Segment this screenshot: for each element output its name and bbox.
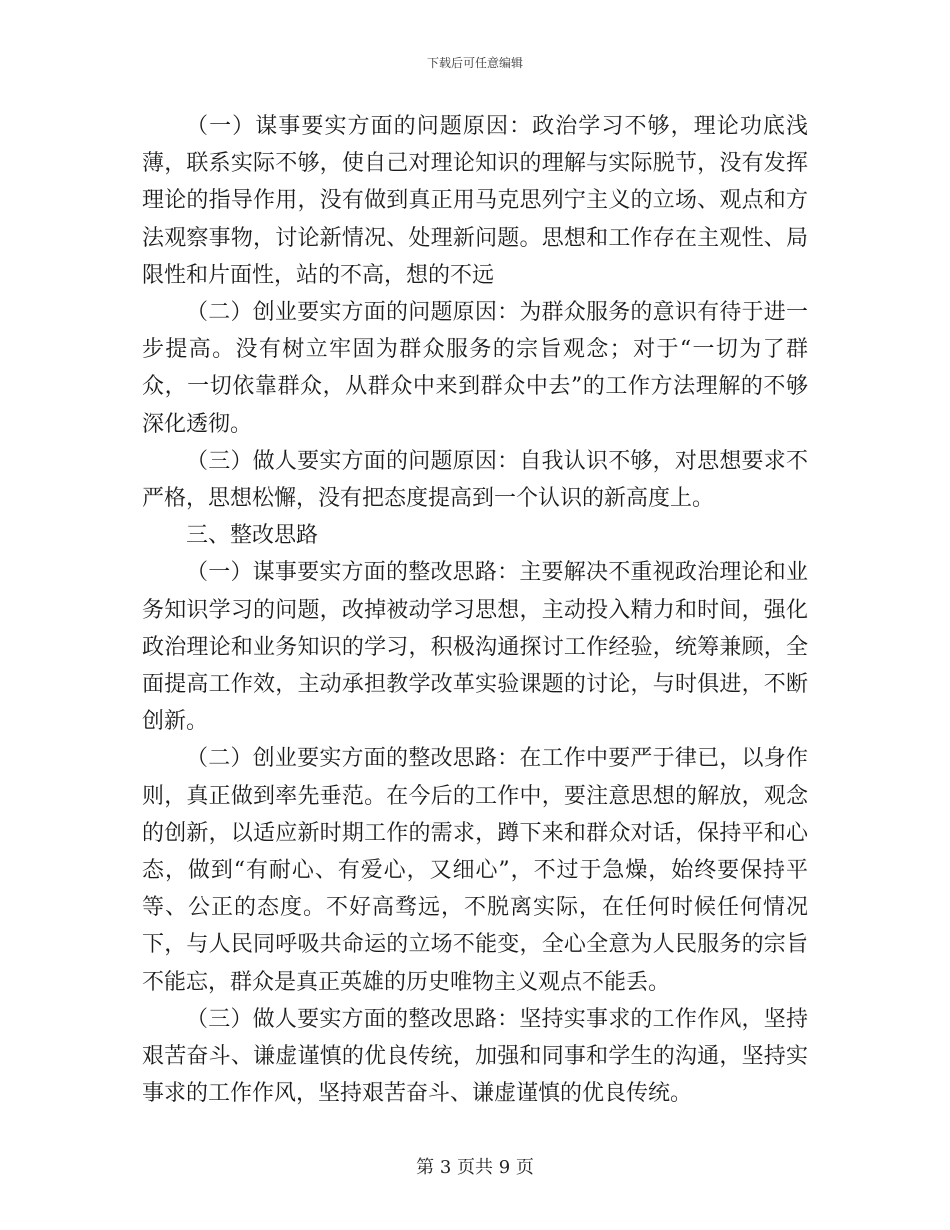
paragraph-rectification-1: （一）谋事要实方面的整改思路：主要解决不重视政治理论和业务知识学习的问题，改掉被动学习思想，主动投入精力和时间，强化政治理论和业务知识的学习，积极沟通探讨工作经验，统筹兼顾，全面提高工作效，主动承担教学改革实验课题的讨论，与时俱进，不断创新。 (142, 560, 808, 735)
paragraph-rectification-3: （三）做人要实方面的整改思路：坚持实事求的工作作风，坚持艰苦奋斗、谦虚谨慎的优良传统，加强和同事和学生的沟通，坚持实事求的工作作风，坚持艰苦奋斗、谦虚谨慎的优良传统。 (142, 1006, 808, 1107)
section-heading-rectification: 三、整改思路 (186, 523, 319, 549)
document-body (142, 108, 808, 1112)
paragraph-problem-cause-1: （一）谋事要实方面的问题原因：政治学习不够，理论功底浅薄，联系实际不够，使自己对理论知识的理解与实际脱节，没有发挥理论的指导作用，没有做到真正用马克思列宁主义的立场、观点和方法观察事物，讨论新情况、处理新问题。思想和工作存在主观性、局限性和片面性，站的不高，想的不远 (142, 114, 808, 288)
page-number: 第 3 页共 9 页 (416, 1157, 534, 1178)
paragraph-rectification-2: （二）创业要实方面的整改思路：在工作中要严于律已，以身作则，真正做到率先垂范。在今后的工作中，要注意思想的解放，观念的创新，以适应新时期工作的需求，蹲下来和群众对话，保持平和心态，做到“有耐心、有爱心，又细心”，不过于急燥，始终要保持平等、公正的态度。不好高骛远，不脱离实际，在任何时候任何情况下，与人民同呼吸共命运的立场不能变，全心全意为人民服务的宗旨不能忘，群众是真正英雄的历史唯物主义观点不能丢。 (142, 746, 808, 995)
paragraph-problem-cause-2: （二）创业要实方面的问题原因：为群众服务的意识有待于进一步提高。没有树立牢固为群众服务的宗旨观念；对于“一切为了群众，一切依靠群众，从群众中来到群众中去”的工作方法理解的不够深化透彻。 (142, 300, 808, 437)
paragraph-problem-cause-3: （三）做人要实方面的问题原因：自我认识不够，对思想要求不严格，思想松懈，没有把态度提高到一个认识的新高度上。 (142, 448, 808, 512)
page-header-note: 下载后可任意编辑 (426, 56, 523, 70)
